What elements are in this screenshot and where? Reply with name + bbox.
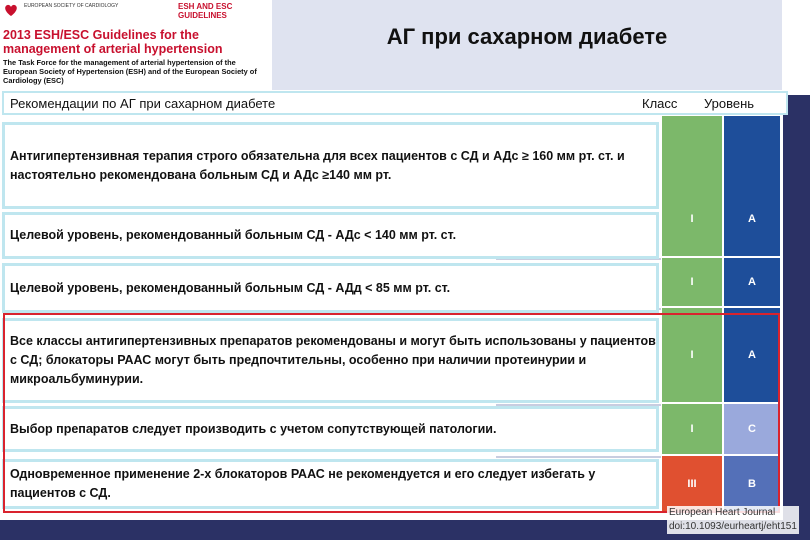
journal-name: European Heart Journal	[669, 507, 776, 518]
table-header	[2, 91, 788, 115]
page-title: АГ при сахарном диабете	[386, 24, 668, 49]
class-cell: I	[662, 181, 722, 256]
recommendation-row	[2, 263, 659, 313]
header-recommendations: Рекомендации по АГ при сахарном диабете	[10, 96, 276, 111]
class-cell: I	[662, 404, 722, 454]
guideline-header	[0, 0, 272, 95]
recommendation-text: Выбор препаратов следует производить с учетом сопутствующей патологии.	[10, 421, 497, 436]
title-box	[272, 0, 782, 90]
level-cell: B	[724, 456, 780, 511]
level-cell: A	[724, 258, 780, 306]
journal-citation	[667, 506, 799, 534]
guideline-subtitle: The Task Force for the management of arterial hypertension of the European Society of Hypertension (ESH) and of the European Society of Cardiology (ESC)	[3, 58, 257, 85]
recommendation-row	[2, 122, 659, 209]
bottom-decorative-band	[0, 520, 783, 540]
highlight-frame	[3, 313, 780, 513]
level-cell: A	[724, 181, 780, 256]
level-cell: C	[724, 404, 780, 454]
recommendation-text: Целевой уровень, рекомендованный больным СД - АДд < 85 мм рт. ст.	[10, 280, 451, 295]
header-level: Уровень	[704, 96, 755, 111]
guideline-title: 2013 ESH/ESC Guidelines for the management of arterial hypertension	[3, 28, 223, 56]
level-cell: A	[724, 308, 780, 402]
class-cell: I	[662, 308, 722, 402]
class-cell: III	[662, 456, 722, 511]
society-name: EUROPEAN SOCIETY OF CARDIOLOGY	[24, 3, 119, 9]
right-decorative-band	[783, 95, 810, 540]
recommendation-text: Антигипертензивная терапия строго обязательна для всех пациентов с СД и АДс ≥ 160 мм рт. ст. и настоятельно рекомендована больным СД и АДс ≥140 мм рт.	[10, 148, 625, 182]
esc-heart-logo-icon	[3, 2, 19, 18]
recommendation-text: Одновременное применение 2-х блокаторов РААС не рекомендуется и его следует избегать у пациентов с СД.	[10, 467, 596, 500]
recommendation-text: Все классы антигипертензивных препаратов рекомендованы и могут быть использованы у пациентов с СД; блокаторы РААС могут быть предпочтительны, особенно при наличии протеинурии и микроальбуминурии.	[10, 334, 656, 386]
recommendation-text: Целевой уровень, рекомендованный больным СД - АДс < 140 мм рт. ст.	[10, 228, 457, 242]
guidelines-tag: ESH AND ESC GUIDELINES	[178, 2, 233, 20]
class-cell: I	[662, 258, 722, 306]
journal-doi: doi:10.1093/eurheartj/eht151	[669, 521, 797, 532]
recommendation-row	[2, 212, 659, 259]
header-class: Класс	[642, 96, 678, 111]
